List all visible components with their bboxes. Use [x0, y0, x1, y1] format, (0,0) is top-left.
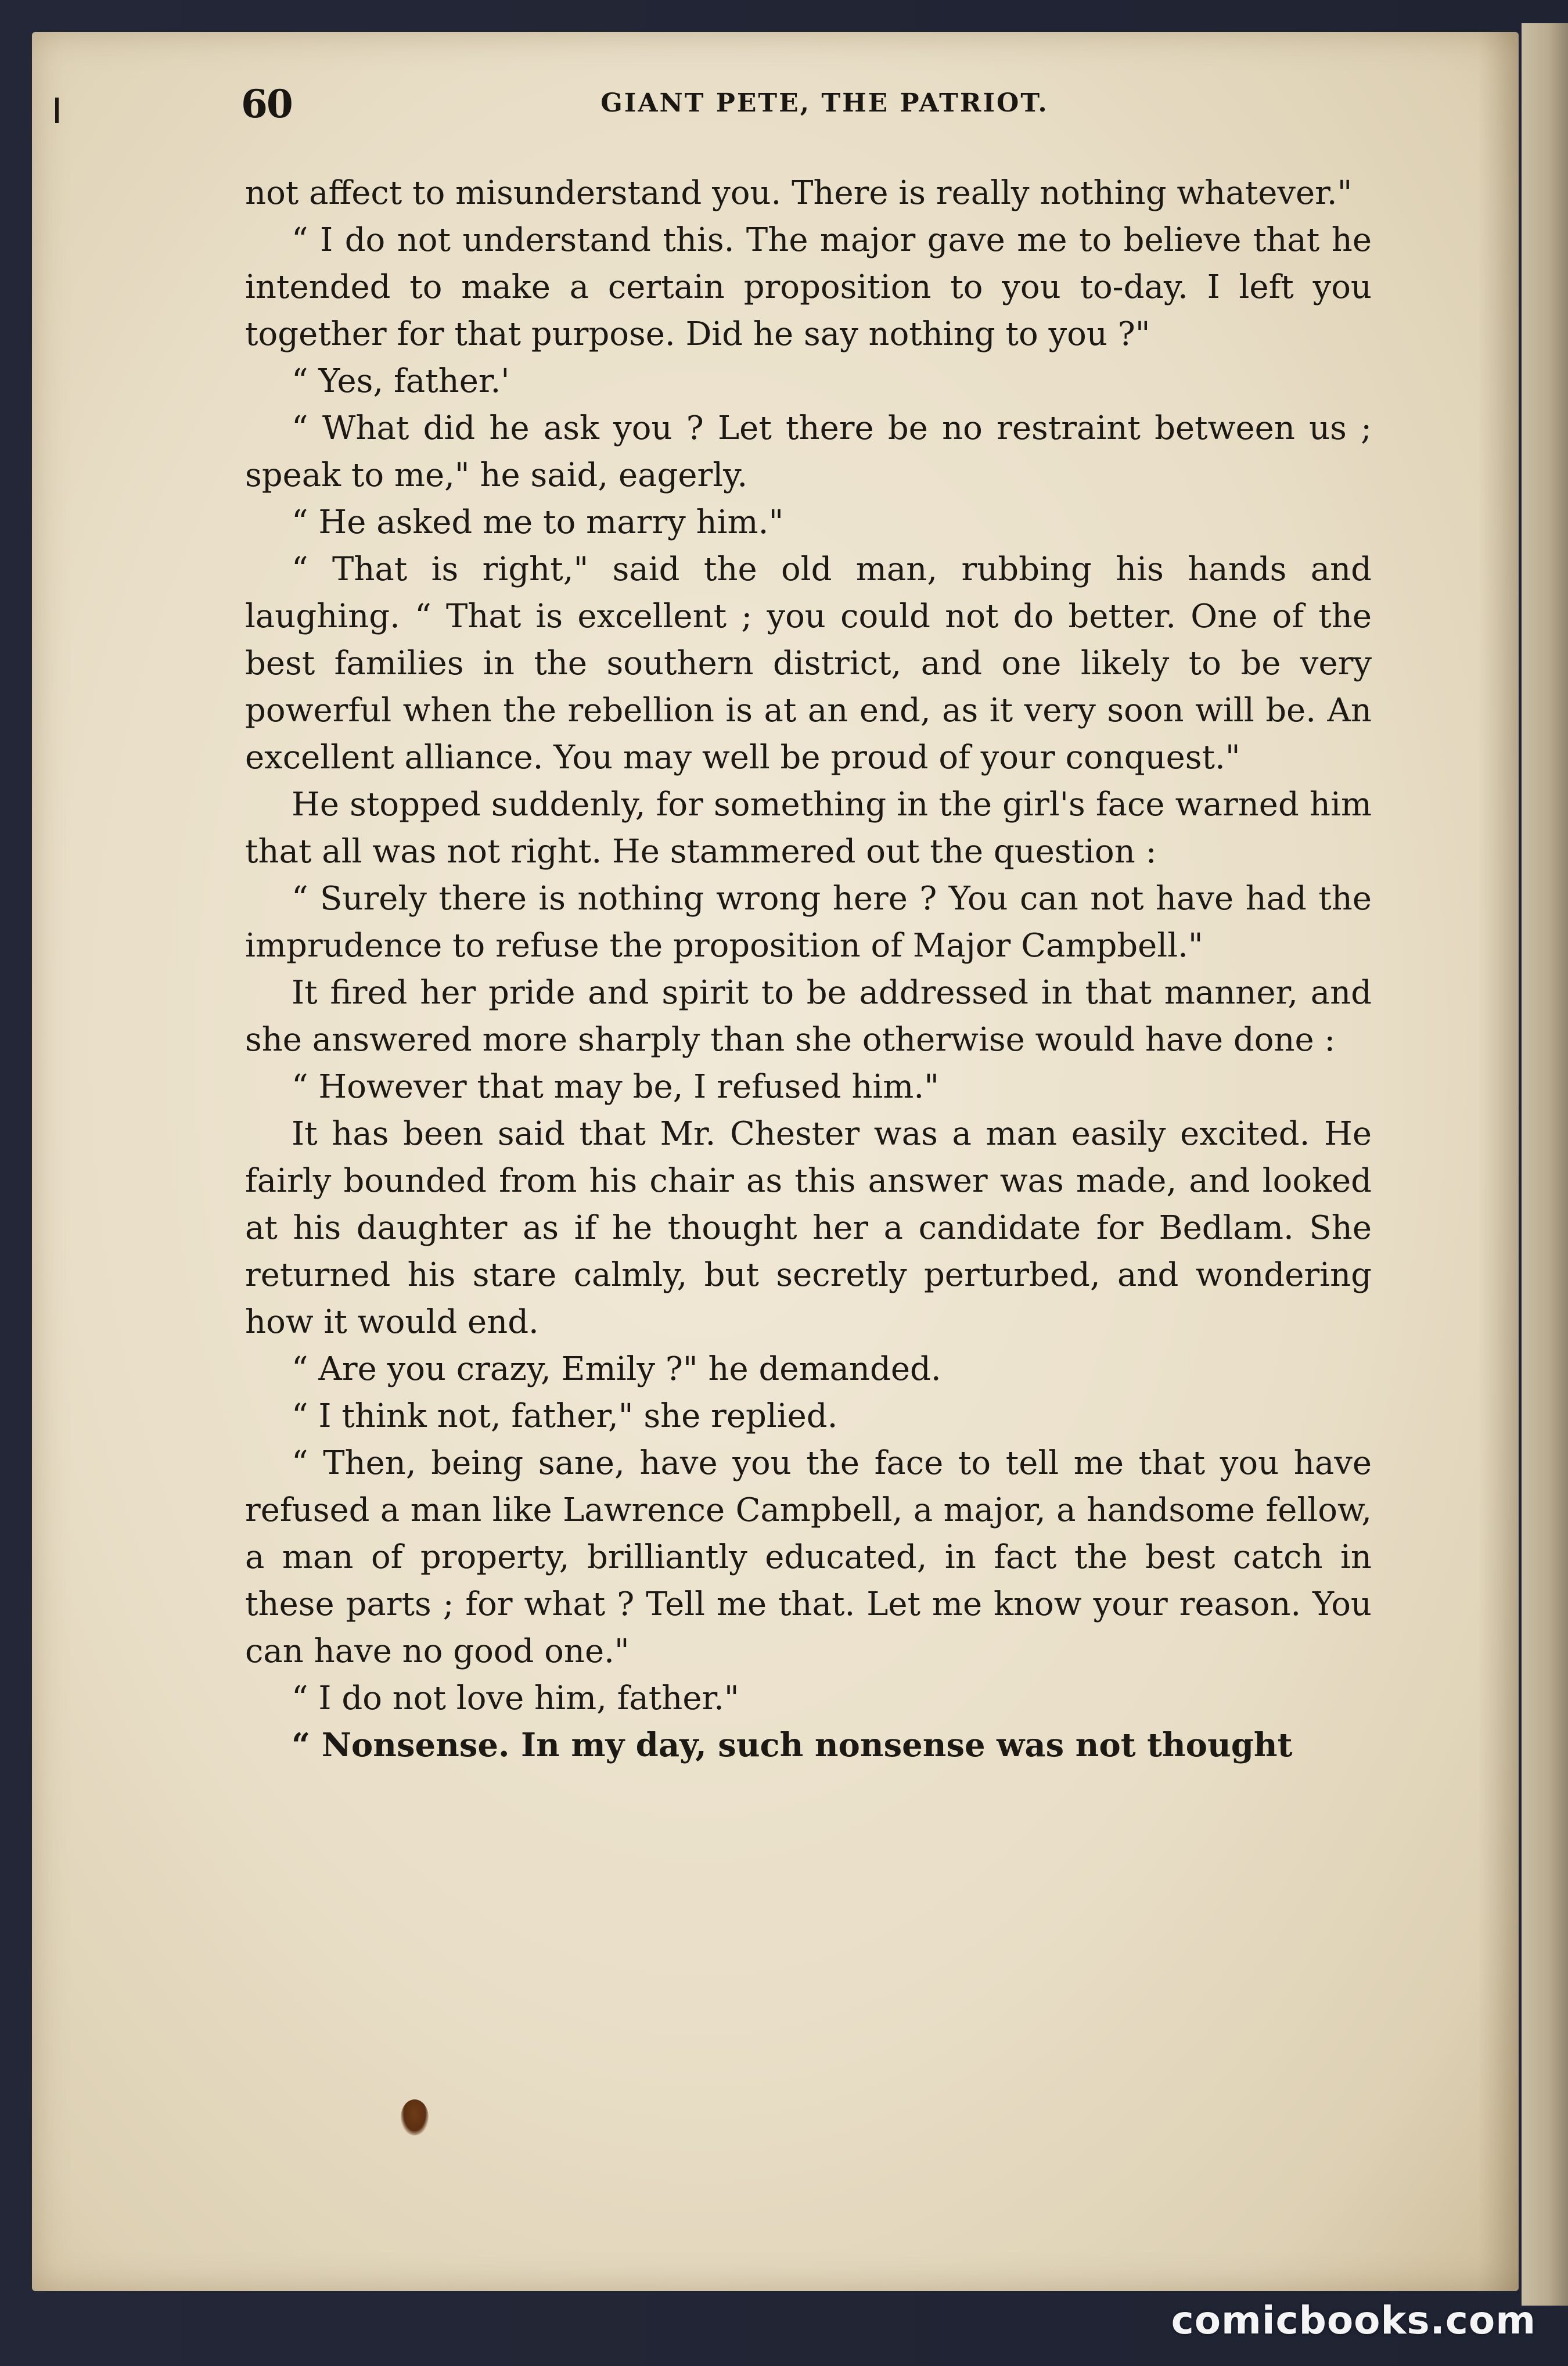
paragraph: “ I think not, father," she replied.: [292, 1397, 838, 1435]
paragraph: “ I do not love him, father.": [292, 1680, 739, 1717]
paragraph: It fired her pride and spirit to be addressed in that manner, and she answered more sharply than she otherwise would have done :: [245, 974, 1372, 1059]
paragraph: “ Surely there is nothing wrong here ? You can not have had the imprudence to refuse the proposition of Major Campbell.": [245, 880, 1372, 965]
page-number: 60: [241, 81, 292, 127]
paragraph: “ Nonsense. In my day, such nonsense was not thought: [292, 1726, 1293, 1764]
paragraph: “ Are you crazy, Emily ?" he demanded.: [292, 1350, 941, 1388]
ink-stain: [401, 2099, 429, 2135]
paragraph: It has been said that Mr. Chester was a man easily excited. He fairly bounded from his chair as this answer was made, and looked at his daughter as if he thought her a candidate for Bedlam. She returned his stare calmly, but secretly perturbed, and wondering how it would end.: [245, 1115, 1372, 1341]
page-header: [212, 75, 1391, 128]
paragraph: “ He asked me to marry him.": [292, 504, 784, 541]
page-edge-shadow: [1478, 32, 1519, 2291]
paragraph: not affect to misunderstand you. There is really nothing whatever.": [245, 174, 1353, 212]
paragraph: “ Yes, father.': [292, 362, 510, 400]
running-title: GIANT PETE, THE PATRIOT.: [600, 88, 1049, 118]
paragraph: “ Then, being sane, have you the face to tell me that you have refused a man like Lawrence Campbell, a major, a handsome fellow, a man of property, brilliantly educated, in fact the best catch in these parts ; for what ? Tell me that. Let me know your reason. You can have no good one.": [245, 1444, 1372, 1670]
paragraph: “ What did he ask you ? Let there be no restraint between us ; speak to me," he said, eagerly.: [245, 409, 1372, 494]
next-page-edge: [1522, 23, 1568, 2306]
watermark: comicbooks.com: [1171, 2298, 1536, 2343]
paragraph: “ I do not understand this. The major gave me to believe that he intended to make a certain proposition to you to-day. I left you together for that purpose. Did he say nothing to you ?": [245, 221, 1372, 353]
paragraph: “ That is right," said the old man, rubbing his hands and laughing. “ That is excellent ; you could not do better. One of the best families in the southern district, and one likely to be very powerful when the rebellion is at an end, as it very soon will be. An excellent alliance. You may well be proud of your conquest.": [245, 551, 1372, 776]
paragraph: He stopped suddenly, for something in the girl's face warned him that all was not right. He stammered out the question :: [245, 786, 1372, 871]
body-text: [245, 170, 1372, 1769]
paragraph: “ However that may be, I refused him.": [292, 1068, 939, 1106]
margin-mark: [55, 98, 59, 123]
